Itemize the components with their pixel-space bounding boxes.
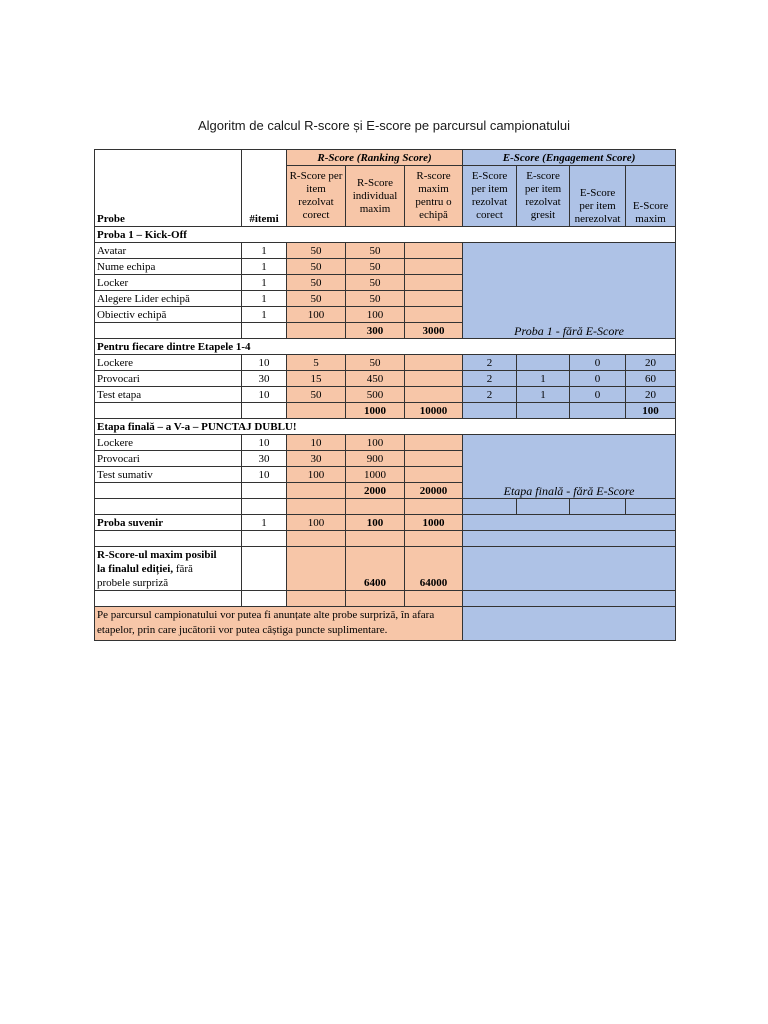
max-r3: 64000 (405, 547, 463, 591)
total-r1 (287, 483, 346, 499)
total-items (242, 403, 287, 419)
max-label-line2-bold: la finalul ediției, (97, 563, 174, 575)
header-e3: E-Score per item nerezolvat (570, 166, 626, 227)
header-r2: R-Score individual maxim (346, 166, 405, 227)
total-r2: 1000 (346, 403, 405, 419)
total-r3: 10000 (405, 403, 463, 419)
row-name: Avatar (95, 243, 242, 259)
row-r1: 50 (287, 259, 346, 275)
row-e3: 0 (570, 371, 626, 387)
table-row (95, 387, 676, 403)
max-label (95, 547, 242, 591)
total-r1 (287, 403, 346, 419)
section-title: Etapa finală – a V-a – PUNCTAJ DUBLU! (95, 419, 676, 435)
row-r1: 30 (287, 451, 346, 467)
page-title: Algoritm de calcul R-score și E-score pe parcursul campionatului (197, 118, 571, 133)
total-r2: 300 (346, 323, 405, 339)
header-escore-group: E-Score (Engagement Score) (463, 150, 676, 166)
total-r2: 2000 (346, 483, 405, 499)
suvenir-r3: 1000 (405, 515, 463, 531)
spacer-row (95, 591, 676, 607)
row-items: 10 (242, 355, 287, 371)
section-title: Pentru fiecare dintre Etapele 1-4 (95, 339, 676, 355)
max-items (242, 547, 287, 591)
table-row (95, 435, 676, 451)
row-name: Nume echipa (95, 259, 242, 275)
row-r3 (405, 451, 463, 467)
row-r3 (405, 243, 463, 259)
row-r1: 100 (287, 467, 346, 483)
max-label-line2-normal: fără (173, 563, 193, 575)
row-items: 30 (242, 451, 287, 467)
max-escore (463, 547, 676, 591)
total-label (95, 483, 242, 499)
row-r3 (405, 387, 463, 403)
header-items: #itemi (242, 150, 287, 227)
row-e3: 0 (570, 387, 626, 403)
row-name: Lockere (95, 355, 242, 371)
row-e4: 60 (626, 371, 676, 387)
row-e2: 1 (517, 387, 570, 403)
row-items: 10 (242, 435, 287, 451)
total-items (242, 323, 287, 339)
row-e2 (517, 355, 570, 371)
header-rscore-group: R-Score (Ranking Score) (287, 150, 463, 166)
row-r1: 50 (287, 275, 346, 291)
escore-note: Etapa finală - fără E-Score (463, 435, 676, 499)
row-e3: 0 (570, 355, 626, 371)
row-r2: 500 (346, 387, 405, 403)
row-name: Test sumativ (95, 467, 242, 483)
row-r3 (405, 259, 463, 275)
row-r1: 50 (287, 291, 346, 307)
row-r2: 1000 (346, 467, 405, 483)
table-row (95, 243, 676, 259)
max-row (95, 547, 676, 591)
total-label (95, 323, 242, 339)
row-items: 30 (242, 371, 287, 387)
header-e2: E-score per item rezolvat gresit (517, 166, 570, 227)
total-e4: 100 (626, 403, 676, 419)
suvenir-items: 1 (242, 515, 287, 531)
row-items: 1 (242, 307, 287, 323)
suvenir-row (95, 515, 676, 531)
row-e4: 20 (626, 387, 676, 403)
row-r1: 100 (287, 307, 346, 323)
row-e2: 1 (517, 371, 570, 387)
suvenir-name: Proba suvenir (95, 515, 242, 531)
spacer-row (95, 499, 676, 515)
total-r3: 3000 (405, 323, 463, 339)
row-r2: 50 (346, 355, 405, 371)
row-r2: 450 (346, 371, 405, 387)
row-name: Locker (95, 275, 242, 291)
row-r2: 900 (346, 451, 405, 467)
total-e1 (463, 403, 517, 419)
row-items: 1 (242, 291, 287, 307)
header-probe: Probe (95, 150, 242, 227)
row-name: Obiectiv echipă (95, 307, 242, 323)
footer-escore (463, 607, 676, 641)
row-r1: 50 (287, 387, 346, 403)
suvenir-r1: 100 (287, 515, 346, 531)
row-e1: 2 (463, 371, 517, 387)
row-e1: 2 (463, 387, 517, 403)
header-e1: E-Score per item rezolvat corect (463, 166, 517, 227)
row-e4: 20 (626, 355, 676, 371)
row-r3 (405, 371, 463, 387)
spacer-row (95, 531, 676, 547)
row-name: Alegere Lider echipă (95, 291, 242, 307)
table-row (95, 355, 676, 371)
row-r3 (405, 467, 463, 483)
row-r1: 5 (287, 355, 346, 371)
row-r1: 10 (287, 435, 346, 451)
max-label-line1: R-Score-ul maxim posibil (97, 549, 217, 561)
row-name: Provocari (95, 371, 242, 387)
footer-row (95, 607, 676, 641)
max-r1 (287, 547, 346, 591)
max-r2: 6400 (346, 547, 405, 591)
row-r2: 50 (346, 291, 405, 307)
row-items: 1 (242, 259, 287, 275)
max-label-line3: probele surpriză (97, 577, 169, 589)
footer-note: Pe parcursul campionatului vor putea fi anunțate alte probe surpriză, în afara etapelor, prin care jucătorii vor putea câștiga puncte suplimentare. (95, 607, 463, 641)
total-e3 (570, 403, 626, 419)
header-r3: R-score maxim pentru o echipă (405, 166, 463, 227)
row-r2: 100 (346, 307, 405, 323)
escore-note: Proba 1 - fără E-Score (463, 243, 676, 339)
row-r3 (405, 435, 463, 451)
row-name: Provocari (95, 451, 242, 467)
row-e1: 2 (463, 355, 517, 371)
row-r2: 50 (346, 259, 405, 275)
row-items: 1 (242, 243, 287, 259)
row-r1: 15 (287, 371, 346, 387)
score-table (94, 149, 676, 641)
row-r3 (405, 355, 463, 371)
row-r2: 50 (346, 275, 405, 291)
total-label (95, 403, 242, 419)
header-r1: R-Score per item rezolvat corect (287, 166, 346, 227)
row-r3 (405, 291, 463, 307)
suvenir-escore (463, 515, 676, 531)
row-items: 10 (242, 387, 287, 403)
header-e4: E-Score maxim (626, 166, 676, 227)
row-r2: 100 (346, 435, 405, 451)
row-name: Test etapa (95, 387, 242, 403)
suvenir-r2: 100 (346, 515, 405, 531)
row-r3 (405, 307, 463, 323)
row-r3 (405, 275, 463, 291)
section-title: Proba 1 – Kick-Off (95, 227, 676, 243)
row-name: Lockere (95, 435, 242, 451)
row-items: 1 (242, 275, 287, 291)
table-row (95, 371, 676, 387)
total-e2 (517, 403, 570, 419)
total-r3: 20000 (405, 483, 463, 499)
total-items (242, 483, 287, 499)
total-row (95, 403, 676, 419)
row-items: 10 (242, 467, 287, 483)
row-r2: 50 (346, 243, 405, 259)
row-r1: 50 (287, 243, 346, 259)
total-r1 (287, 323, 346, 339)
